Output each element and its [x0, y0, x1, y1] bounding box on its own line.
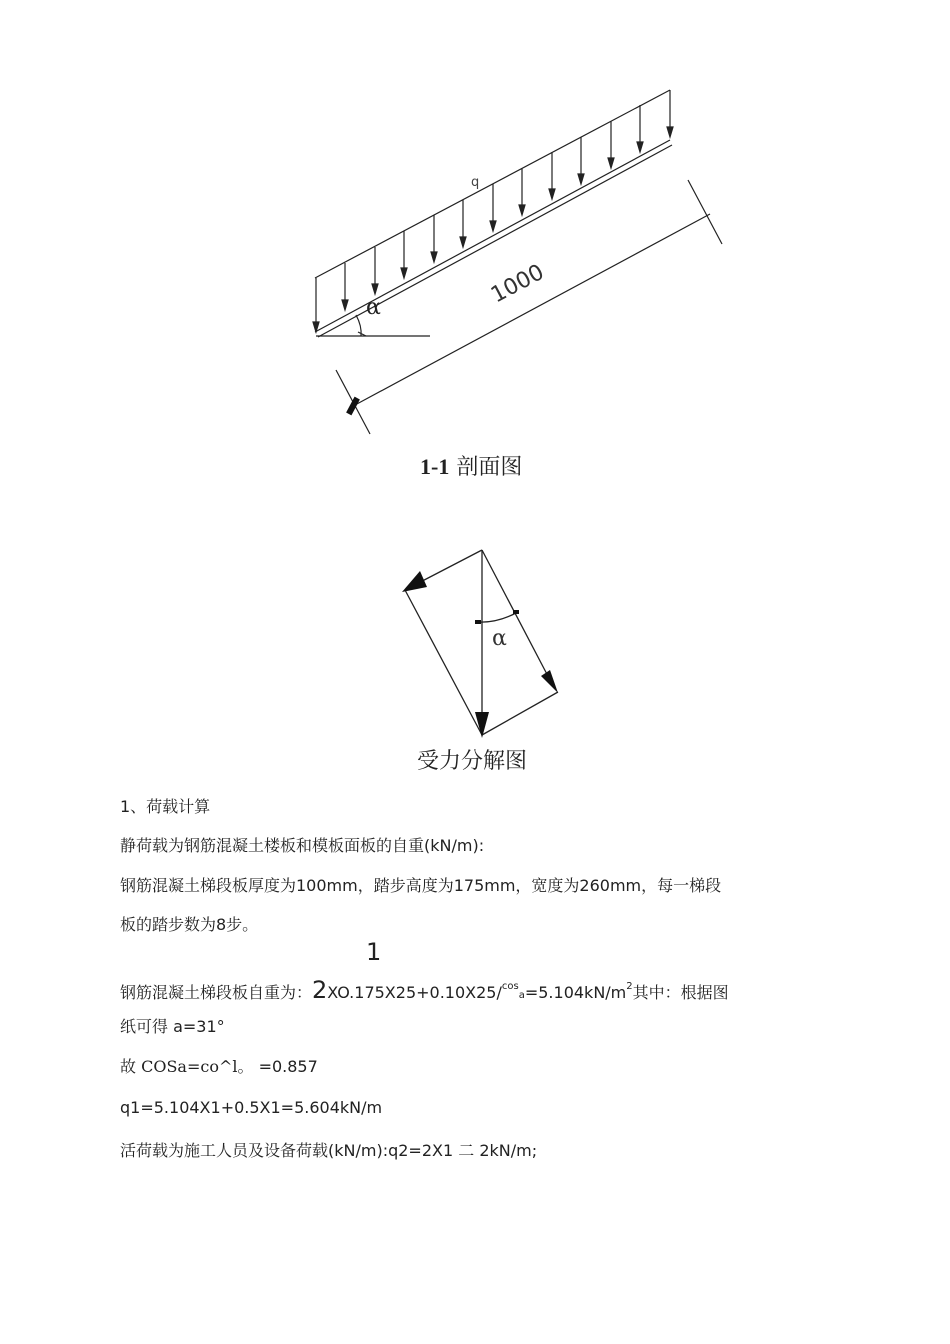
- section-diagram: [0, 0, 950, 450]
- figure2-caption: 受力分解图: [417, 749, 528, 774]
- section-heading: 1、荷载计算: [120, 797, 211, 816]
- figure1-caption-number: 1-1: [420, 454, 450, 479]
- dimension-extension-right: [688, 180, 722, 244]
- cos-value-line: 故 COSa=co^l。 =0.857: [120, 1057, 318, 1076]
- force-decomposition-diagram: [0, 530, 950, 780]
- load-label: q: [471, 175, 480, 190]
- force-parallelogram-edge: [482, 692, 558, 735]
- angle-arc: [478, 613, 516, 622]
- paragraph-line: 板的踏步数为8步。: [120, 915, 259, 934]
- force-parallelogram-edge: [482, 550, 550, 680]
- paragraph-line: 纸可得 a=31°: [120, 1017, 225, 1036]
- q1-line: q1=5.104X1+0.5X1=5.604kN/m: [120, 1098, 383, 1117]
- figure1-caption: [420, 450, 522, 481]
- dimension-line: [355, 214, 710, 405]
- paragraph-line: 钢筋混凝土梯段板厚度为100mm，踏步高度为175mm，宽度为260mm，每一梯段: [120, 876, 722, 895]
- fraction-numerator: 1: [366, 938, 382, 966]
- arrow-head: [402, 571, 427, 592]
- angle-label: α: [492, 626, 507, 651]
- q2-line: 活荷载为施工人员及设备荷载(kN/m):q2=2X1 二 2kN/m;: [120, 1141, 538, 1160]
- angle-label: α: [366, 295, 381, 320]
- dimension-tick-mark: [346, 397, 360, 416]
- paragraph-line: 静荷载为钢筋混凝土楼板和模板面板的自重(kN/m):: [120, 836, 485, 855]
- arrow-head: [541, 670, 558, 693]
- figure1-caption-text: 剖面图: [456, 455, 523, 480]
- dimension-label: 1000: [487, 259, 549, 309]
- self-weight-formula: 钢筋混凝土梯段板自重为：$2XO.175X25+0.10X25/^{cos}a=5.104kN/m^2$其中：根据图: [120, 976, 729, 1004]
- force-parallelogram-edge: [405, 590, 482, 735]
